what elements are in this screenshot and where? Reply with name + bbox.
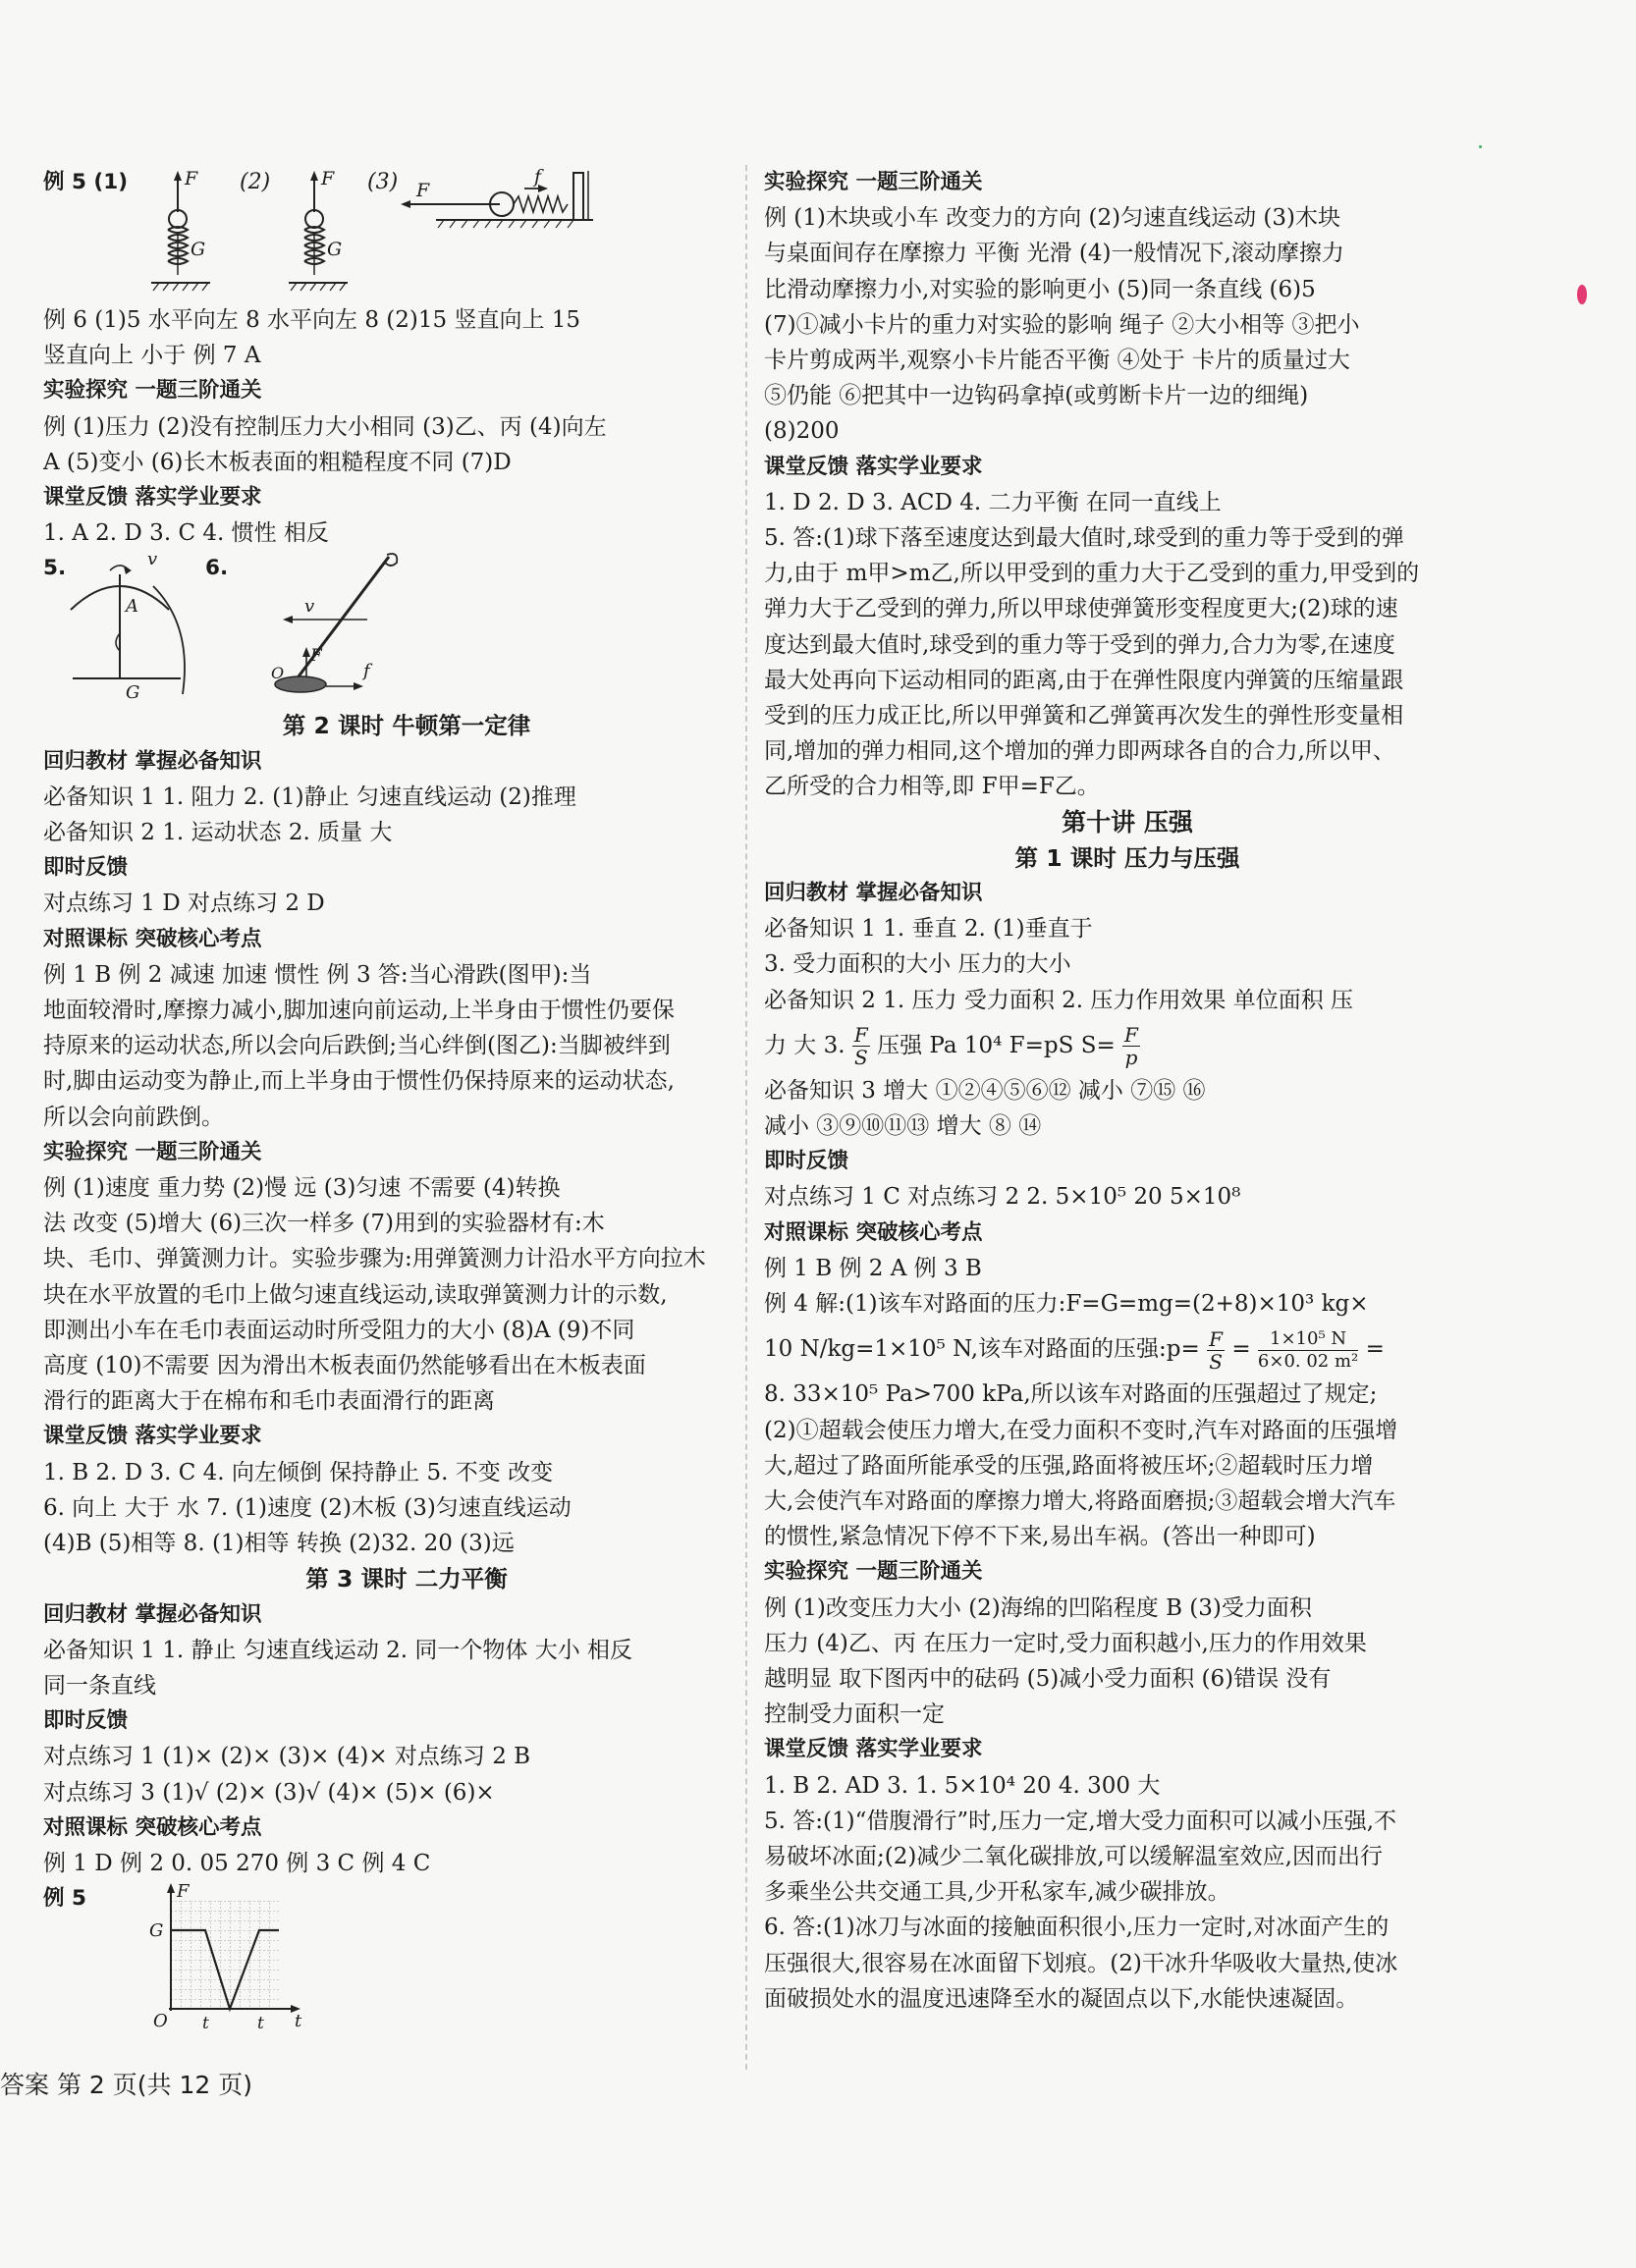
text-line: 压强很大,很容易在冰面留下划痕。(2)干冰升华吸收大量热,使冰 (764, 1950, 1398, 1976)
example5-graph (43, 1881, 731, 2038)
friction-f-label: f (534, 166, 542, 188)
text-line: A (5)变小 (6)长木板表面的粗糙程度不同 (7)D (43, 449, 512, 475)
origin-label: O (153, 2011, 168, 2032)
text-line: 必备知识 1 1. 阻力 2. (1)静止 匀速直线运动 (2)推理 (43, 783, 576, 810)
t1-label: t (202, 2014, 209, 2034)
lesson-title: 第 3 课时 二力平衡 (305, 1565, 508, 1593)
text-line: 1. D 2. D 3. ACD 4. 二力平衡 在同一直线上 (764, 489, 1222, 515)
formula2-equals: = (1231, 1336, 1251, 1363)
text-line: 地面较滑时,摩擦力减小,脚加速向前运动,上半身由于惯性仍要保 (43, 998, 675, 1024)
example5-figures (43, 165, 731, 302)
text-line: 例 4 解:(1)该车对路面的压力:F=G=mg=(2+8)×10³ kg× (764, 1291, 1369, 1318)
text-line: (4)B (5)相等 8. (1)相等 转换 (2)32. 20 (3)远 (43, 1531, 515, 1557)
text-line: 易破坏冰面;(2)减少二氧化碳排放,可以缓解温室效应,因而出行 (764, 1843, 1383, 1869)
text-line: 减小 ③⑨⑩⑪⑬ 增大 ⑧ ⑭ (764, 1113, 1042, 1140)
spring-figure-1 (151, 168, 210, 291)
text-line: 例 (1)压力 (2)没有控制压力大小相同 (3)乙、丙 (4)向左 (43, 413, 607, 440)
answer-6-label: 6. (205, 556, 229, 581)
text-line: 5. 答:(1)“借腹滑行”时,压力一定,增大受力面积可以减小压强,不 (764, 1808, 1397, 1834)
ex5-3-label: (3) (367, 170, 399, 194)
text-line: 对点练习 1 D 对点练习 2 D (43, 891, 325, 917)
text-line: 持原来的运动状态,所以会向后跌倒;当心绊倒(图乙):当脚被绊到 (43, 1033, 671, 1059)
pendulum-figure (71, 551, 185, 703)
fraction-F-over-S: $\frac{F}{S}$ (853, 1023, 868, 1070)
text-line: 越明显 取下图丙中的砝码 (5)减小受力面积 (6)错误 没有 (764, 1665, 1332, 1692)
section-heading: 对照课标 突破核心考点 (764, 1219, 983, 1245)
svg-text:F: F (321, 168, 335, 189)
text-line: 3. 受力面积的大小 压力的大小 (764, 951, 1071, 978)
section-heading: 对照课标 突破核心考点 (43, 926, 262, 951)
text-line: 压力 (4)乙、丙 在压力一定时,受力面积越小,压力的作用效果 (764, 1630, 1367, 1656)
spring-figure-2 (289, 168, 348, 291)
section-heading: 课堂反馈 落实学业要求 (43, 485, 262, 511)
section-heading: 回归教材 掌握必备知识 (43, 748, 262, 774)
text-line: 的惯性,紧急情况下停不下来,易出车祸。(答出一种即可) (764, 1524, 1316, 1550)
text-line: (2)①超载会使压力增大,在受力面积不变时,汽车对路面的压强增 (764, 1417, 1398, 1443)
left-column (43, 165, 731, 2038)
text-line: 6. 答:(1)冰刀与冰面的接触面积很小,压力一定时,对冰面产生的 (764, 1915, 1390, 1941)
text-line: 必备知识 2 1. 压力 受力面积 2. 压力作用效果 单位面积 压 (764, 987, 1354, 1013)
section-heading: 即时反馈 (43, 1708, 129, 1734)
formula-prefix: 力 大 3. (764, 1032, 845, 1058)
axis-G-label: G (149, 1920, 164, 1942)
text-line: 乙所受的合力相等,即 F甲=F乙。 (764, 774, 1100, 800)
ex5-2-label: (2) (240, 170, 271, 194)
section-heading: 回归教材 掌握必备知识 (764, 881, 983, 906)
column-divider (745, 165, 747, 2070)
text-line: 同一条直线 (43, 1672, 156, 1699)
svg-text:F: F (310, 646, 322, 667)
text-line: 例 6 (1)5 水平向左 8 水平向左 8 (2)15 竖直向上 15 (43, 307, 581, 333)
svg-text:O: O (271, 664, 285, 683)
svg-text:v: v (304, 596, 315, 618)
weight-G-label: G (191, 239, 206, 260)
section-heading: 实验探究 一题三阶通关 (43, 1139, 262, 1164)
svg-text:G: G (327, 239, 343, 260)
text-line: 必备知识 1 1. 静止 匀速直线运动 2. 同一个物体 大小 相反 (43, 1637, 633, 1663)
text-line: 法 改变 (5)增大 (6)三次一样多 (7)用到的实验器材有:木 (43, 1211, 605, 1237)
text-line: 控制受力面积一定 (764, 1701, 945, 1728)
pink-mark (1577, 285, 1587, 304)
page-footer: 答案 第 2 页(共 12 页) (0, 2071, 252, 2099)
text-line: 滑行的距离大于在棉布和毛巾表面滑行的距离 (43, 1388, 495, 1415)
text-line: 例 (1)木块或小车 改变力的方向 (2)匀速直线运动 (3)木块 (764, 205, 1340, 232)
text-line: (7)①减小卡片的重力对实验的影响 绳子 ②大小相等 ③把小 (764, 311, 1360, 338)
speck (1479, 145, 1482, 148)
text-line: 面破损处水的温度迅速降至水的凝固点以下,水能快速凝固。 (764, 1985, 1359, 2012)
section-heading: 课堂反馈 落实学业要求 (43, 1424, 262, 1449)
ex5b-label: 例 5 (43, 1886, 86, 1912)
right-column (764, 165, 1451, 2017)
section-heading: 实验探究 一题三阶通关 (764, 170, 983, 194)
formula-line (764, 1018, 1451, 1073)
fraction-numeric: $\frac{\text{1×10⁵ N}}{\text{6×0. 02 m²}}$ (1257, 1327, 1359, 1372)
fraction-F-over-S: $\frac{F}{S}$ (1209, 1326, 1223, 1374)
section-heading: 即时反馈 (764, 1149, 849, 1174)
text-line: 竖直向上 小于 例 7 A (43, 343, 261, 369)
chapter-title: 第十讲 压强 (1062, 807, 1193, 837)
section-heading: 回归教材 掌握必备知识 (43, 1601, 262, 1627)
text-line: 例 (1)速度 重力势 (2)慢 远 (3)匀速 不需要 (4)转换 (43, 1175, 561, 1202)
text-line: 必备知识 3 增大 ①②④⑤⑥⑫ 减小 ⑦⑮ ⑯ (764, 1077, 1206, 1104)
formula-line-2 (764, 1322, 1451, 1377)
motion-diagrams (43, 551, 731, 708)
answer-5-label: 5. (43, 556, 67, 581)
text-line: 受到的压力成正比,所以甲弹簧和乙弹簧再次发生的弹性形变量相 (764, 703, 1404, 729)
text-line: 度达到最大值时,球受到的重力等于受到的弹力,合力为零,在速度 (764, 631, 1395, 658)
text-line: 对点练习 1 (1)× (2)× (3)× (4)× 对点练习 2 B (43, 1744, 531, 1770)
axis-F-label: F (177, 1881, 190, 1903)
text-line: 块在水平放置的毛巾上做匀速直线运动,读取弹簧测力计的示数, (43, 1281, 668, 1308)
text-line: 块、毛巾、弹簧测力计。实验步骤为:用弹簧测力计沿水平方向拉木 (43, 1246, 706, 1272)
force-time-graph (102, 1881, 357, 2038)
text-line: 5. 答:(1)球下落至速度达到最大值时,球受到的重力等于受到的弹 (764, 525, 1404, 552)
force-F-label: F (185, 168, 198, 189)
text-line: 力,由于 m甲>m乙,所以甲受到的重力大于乙受到的重力,甲受到的 (764, 561, 1420, 587)
text-line: 与桌面间存在摩擦力 平衡 光滑 (4)一般情况下,滚动摩擦力 (764, 241, 1344, 267)
formula-middle: 压强 Pa 10⁴ F=pS S= (877, 1032, 1116, 1058)
t2-label: t (257, 2014, 264, 2034)
ex5-label: 例 5 (1) (43, 170, 129, 194)
text-line: 1. A 2. D 3. C 4. 惯性 相反 (43, 520, 329, 547)
text-line: 弹力大于乙受到的弹力,所以甲球使弹簧形变程度更大;(2)球的速 (764, 596, 1398, 622)
velocity-v-label: v (147, 551, 158, 570)
axis-t-label: t (295, 2011, 302, 2032)
formula2-suffix: = (1365, 1336, 1385, 1363)
text-line: 即测出小车在毛巾表面运动时所受阻力的大小 (8)A (9)不同 (43, 1317, 635, 1343)
section-heading: 实验探究 一题三阶通关 (764, 1559, 983, 1585)
text-line: 大,超过了路面所能承受的压强,路面将被压坏;②超载时压力增 (764, 1452, 1374, 1479)
text-line: 例 (1)改变压力大小 (2)海绵的凹陷程度 B (3)受力面积 (764, 1594, 1312, 1621)
section-heading: 即时反馈 (43, 855, 129, 881)
text-line: 必备知识 2 1. 运动状态 2. 质量 大 (43, 820, 393, 846)
text-line: 时,脚由运动变为静止,而上半身由于惯性仍保持原来的运动状态, (43, 1068, 675, 1095)
text-line: 6. 向上 大于 水 7. (1)速度 (2)木板 (3)匀速直线运动 (43, 1494, 572, 1521)
text-line: 对点练习 3 (1)√ (2)× (3)√ (4)× (5)× (6)× (43, 1779, 495, 1806)
text-line: ⑤仍能 ⑥把其中一边钩码拿掉(或剪断卡片一边的细绳) (764, 383, 1309, 409)
text-line: 最大处再向下运动相同的距离,由于在弹性限度内弹簧的压缩量跟 (764, 667, 1404, 693)
text-line: 比滑动摩擦力小,对实验的影响更小 (5)同一条直线 (6)5 (764, 276, 1316, 302)
svg-text:F: F (416, 180, 430, 201)
formula2-prefix: 10 N/kg=1×10⁵ N,该车对路面的压强:p= (764, 1336, 1200, 1363)
text-line: 大,会使汽车对路面的摩擦力增大,将路面磨损;③超载会增大汽车 (764, 1487, 1396, 1514)
section-heading: 课堂反馈 落实学业要求 (764, 454, 983, 479)
text-line: 例 1 B 例 2 A 例 3 B (764, 1255, 982, 1281)
text-line: 8. 33×10⁵ Pa>700 kPa,所以该车对路面的压强超过了规定; (764, 1381, 1378, 1408)
text-line: 例 1 D 例 2 0. 05 270 例 3 C 例 4 C (43, 1850, 431, 1876)
svg-text:f: f (363, 661, 370, 682)
text-line: (8)200 (764, 418, 840, 445)
lesson-title: 第 1 课时 压力与压强 (1014, 843, 1240, 872)
section-heading: 课堂反馈 落实学业要求 (764, 1737, 983, 1762)
text-line: 卡片剪成两半,观察小卡片能否平衡 ④处于 卡片的质量过大 (764, 348, 1350, 374)
lesson-title: 第 2 课时 牛顿第一定律 (282, 712, 531, 740)
text-line: 同,增加的弹力相同,这个增加的弹力即两球各自的合力,所以甲、 (764, 738, 1395, 765)
spring-diagrams (43, 165, 731, 302)
text-line: 必备知识 1 1. 垂直 2. (1)垂直于 (764, 916, 1093, 943)
svg-text:G: G (126, 682, 140, 704)
section-heading: 实验探究 一题三阶通关 (43, 378, 262, 404)
text-line: 高度 (10)不需要 因为滑出木板表面仍然能够看出在木板表面 (43, 1353, 646, 1379)
text-line: 多乘坐公共交通工具,少开私家车,减少碳排放。 (764, 1879, 1230, 1906)
answer-5-6-figures (43, 551, 731, 708)
text-line: 1. B 2. D 3. C 4. 向左倾倒 保持静止 5. 不变 改变 (43, 1459, 554, 1485)
text-line: 对点练习 1 C 对点练习 2 2. 5×10⁵ 20 5×10⁸ (764, 1184, 1241, 1211)
text-line: 所以会向前跌倒。 (43, 1104, 224, 1130)
point-A-label: A (126, 596, 138, 618)
text-line: 例 1 B 例 2 减速 加速 惯性 例 3 答:当心滑跌(图甲):当 (43, 961, 592, 988)
spring-figure-3 (401, 166, 593, 228)
section-heading: 对照课标 突破核心考点 (43, 1814, 262, 1840)
text-line: 1. B 2. AD 3. 1. 5×10⁴ 20 4. 300 大 (764, 1772, 1161, 1799)
mop-figure (271, 554, 397, 692)
fraction-F-over-p: $\frac{F}{p}$ (1124, 1023, 1138, 1070)
